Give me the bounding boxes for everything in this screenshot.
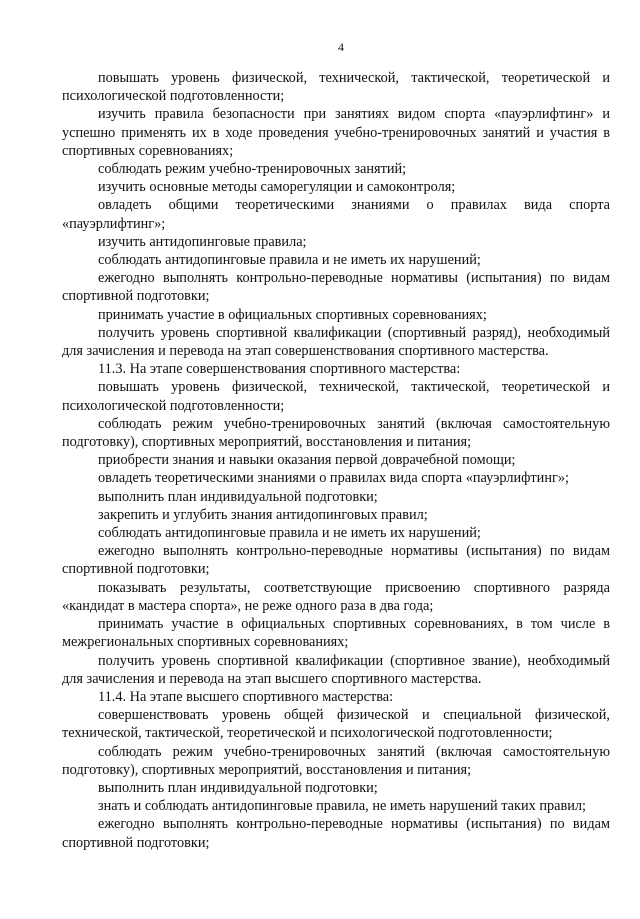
- paragraph: приобрести знания и навыки оказания первой доврачебной помощи;: [98, 452, 516, 469]
- paragraph: овладеть теоретическими знаниями о правилах вида спорта «пауэрлифтинг»;: [98, 470, 569, 487]
- paragraph: совершенствовать уровень общей физической и специальной физической, технической, тактической, теоретической и психологической подготовленности;: [62, 707, 610, 742]
- paragraph: изучить основные методы саморегуляции и самоконтроля;: [98, 179, 456, 196]
- paragraph: соблюдать антидопинговые правила и не иметь их нарушений;: [98, 252, 481, 269]
- document-body: [62, 69, 610, 852]
- paragraph: знать и соблюдать антидопинговые правила, не иметь нарушений таких правил;: [98, 798, 586, 815]
- paragraph: выполнить план индивидуальной подготовки;: [98, 488, 378, 505]
- paragraph: ежегодно выполнять контрольно-переводные нормативы (испытания) по видам спортивной подготовки;: [62, 543, 610, 578]
- paragraph: закрепить и углубить знания антидопинговых правил;: [98, 506, 428, 523]
- paragraph: повышать уровень физической, технической, тактической, теоретической и психологической подготовленности;: [62, 70, 610, 105]
- paragraph: изучить правила безопасности при занятиях видом спорта «пауэрлифтинг» и успешно применять их в ходе проведения учебно-тренировочных занятий и участия в спортивных соревнованиях;: [62, 106, 610, 159]
- paragraph: получить уровень спортивной квалификации (спортивное звание), необходимый для зачисления и перевода на этап высшего спортивного мастерства.: [62, 652, 610, 687]
- page-number: 4: [338, 40, 344, 54]
- paragraph: соблюдать режим учебно-тренировочных занятий (включая самостоятельную подготовку), спортивных мероприятий, восстановления и питания;: [62, 743, 610, 778]
- paragraph: изучить антидопинговые правила;: [98, 233, 307, 250]
- paragraph: ежегодно выполнять контрольно-переводные нормативы (испытания) по видам спортивной подготовки;: [62, 816, 610, 851]
- section-heading: 11.4. На этапе высшего спортивного мастерства:: [98, 688, 394, 705]
- paragraph: соблюдать антидопинговые правила и не иметь их нарушений;: [98, 525, 481, 542]
- paragraph: выполнить план индивидуальной подготовки;: [98, 779, 378, 796]
- section-heading: 11.3. На этапе совершенствования спортивного мастерства:: [98, 361, 461, 378]
- paragraph: соблюдать режим учебно-тренировочных занятий (включая самостоятельную подготовку), спортивных мероприятий, восстановления и питания;: [62, 415, 610, 451]
- paragraph: получить уровень спортивной квалификации (спортивный разряд), необходимый для зачисления и перевода на этап совершенствования спортивного мастерства.: [62, 324, 610, 360]
- paragraph: ежегодно выполнять контрольно-переводные нормативы (испытания) по видам спортивной подготовки;: [62, 270, 610, 305]
- paragraph: соблюдать режим учебно-тренировочных занятий;: [98, 161, 407, 178]
- paragraph: принимать участие в официальных спортивных соревнованиях;: [98, 306, 487, 323]
- paragraph: повышать уровень физической, технической, тактической, теоретической и психологической подготовленности;: [62, 379, 610, 414]
- paragraph: показывать результаты, соответствующие присвоению спортивного разряда «кандидат в мастера спорта», не реже одного раза в два года;: [62, 579, 610, 614]
- paragraph: овладеть общими теоретическими знаниями о правилах вида спорта «пауэрлифтинг»;: [62, 197, 610, 232]
- paragraph: принимать участие в официальных спортивных соревнованиях, в том числе в межрегиональных спортивных соревнованиях;: [62, 616, 610, 651]
